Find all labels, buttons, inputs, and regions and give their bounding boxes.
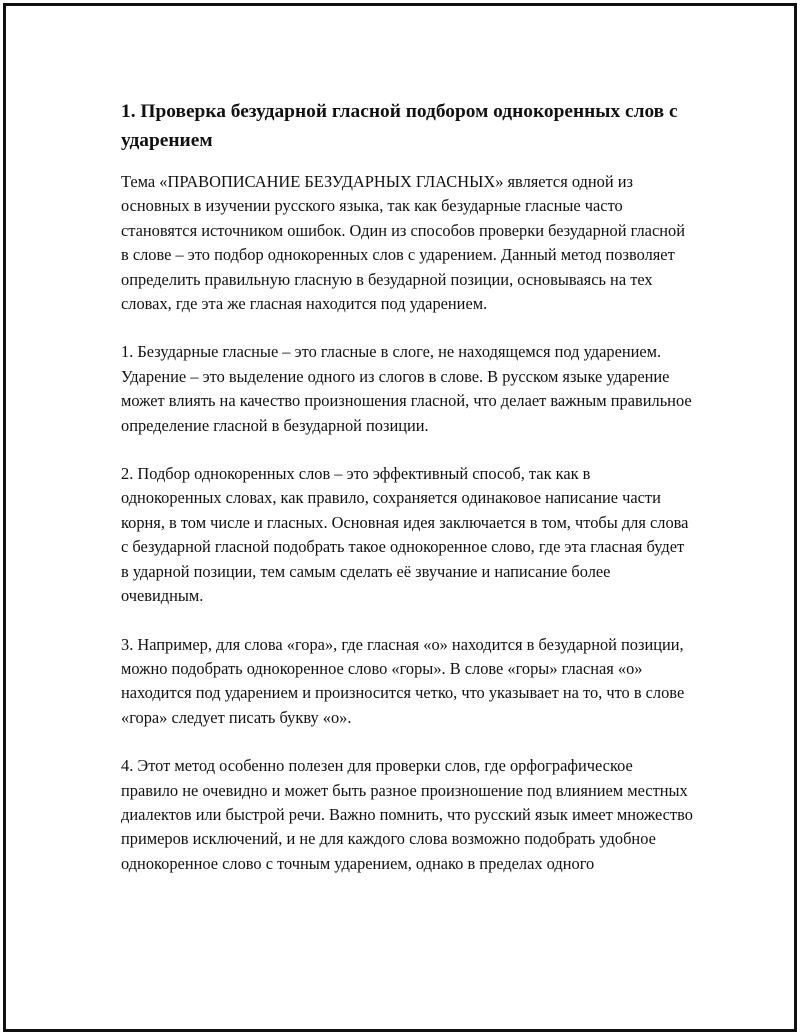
paragraph-point-1: 1. Безударные гласные – это гласные в слоге, не находящемся под ударением. Ударение – это выделение одного из слогов в слове. В русском языке ударение может влиять на качество произношения гласной, что делает важным правильное определение гласной в безударной позиции. (121, 342, 692, 435)
paragraph-point-2: 2. Подбор однокоренных слов – это эффективный способ, так как в однокоренных словах, как правило, сохраняется одинаковое написание части корня, в том числе и гласных. Основная идея заключается в том, чтобы для слова с безударной гласной подобрать такое однокоренное слово, где эта гласная будет в ударной позиции, тем самым сделать её звучание и написание более очевидным. (121, 464, 689, 606)
document-body (121, 97, 693, 876)
paragraph-point-4: 4. Этот метод особенно полезен для проверки слов, где орфографическое правило не очевидно и может быть разное произношение под влиянием местных диалектов или быстрой речи. Важно помнить, что русский язык имеет множество примеров исключений, и не для каждого слова возможно подобрать удобное однокоренное слово с точным ударением, однако в пределах одного (121, 756, 693, 873)
section-heading: 1. Проверка безударной гласной подбором однокоренных слов с ударением (121, 101, 678, 151)
paragraph-point-3: 3. Например, для слова «гора», где гласная «о» находится в безударной позиции, можно подобрать однокоренное слово «горы». В слове «горы» гласная «о» находится под ударением и произносится четко, что указывает на то, что в слове «гора» следует писать букву «о». (121, 634, 685, 727)
document-page (3, 3, 797, 1032)
intro-paragraph: Тема «ПРАВОПИСАНИЕ БЕЗУДАРНЫХ ГЛАСНЫХ» является одной из основных в изучении русского языка, так как безударные гласные часто становятся источником ошибок. Один из способов проверки безударной гласной в слове – это подбор однокоренных слов с ударением. Данный метод позволяет определить правильную гласную в безударной позиции, основываясь на тех словах, где эта же гласная находится под ударением. (121, 172, 685, 314)
